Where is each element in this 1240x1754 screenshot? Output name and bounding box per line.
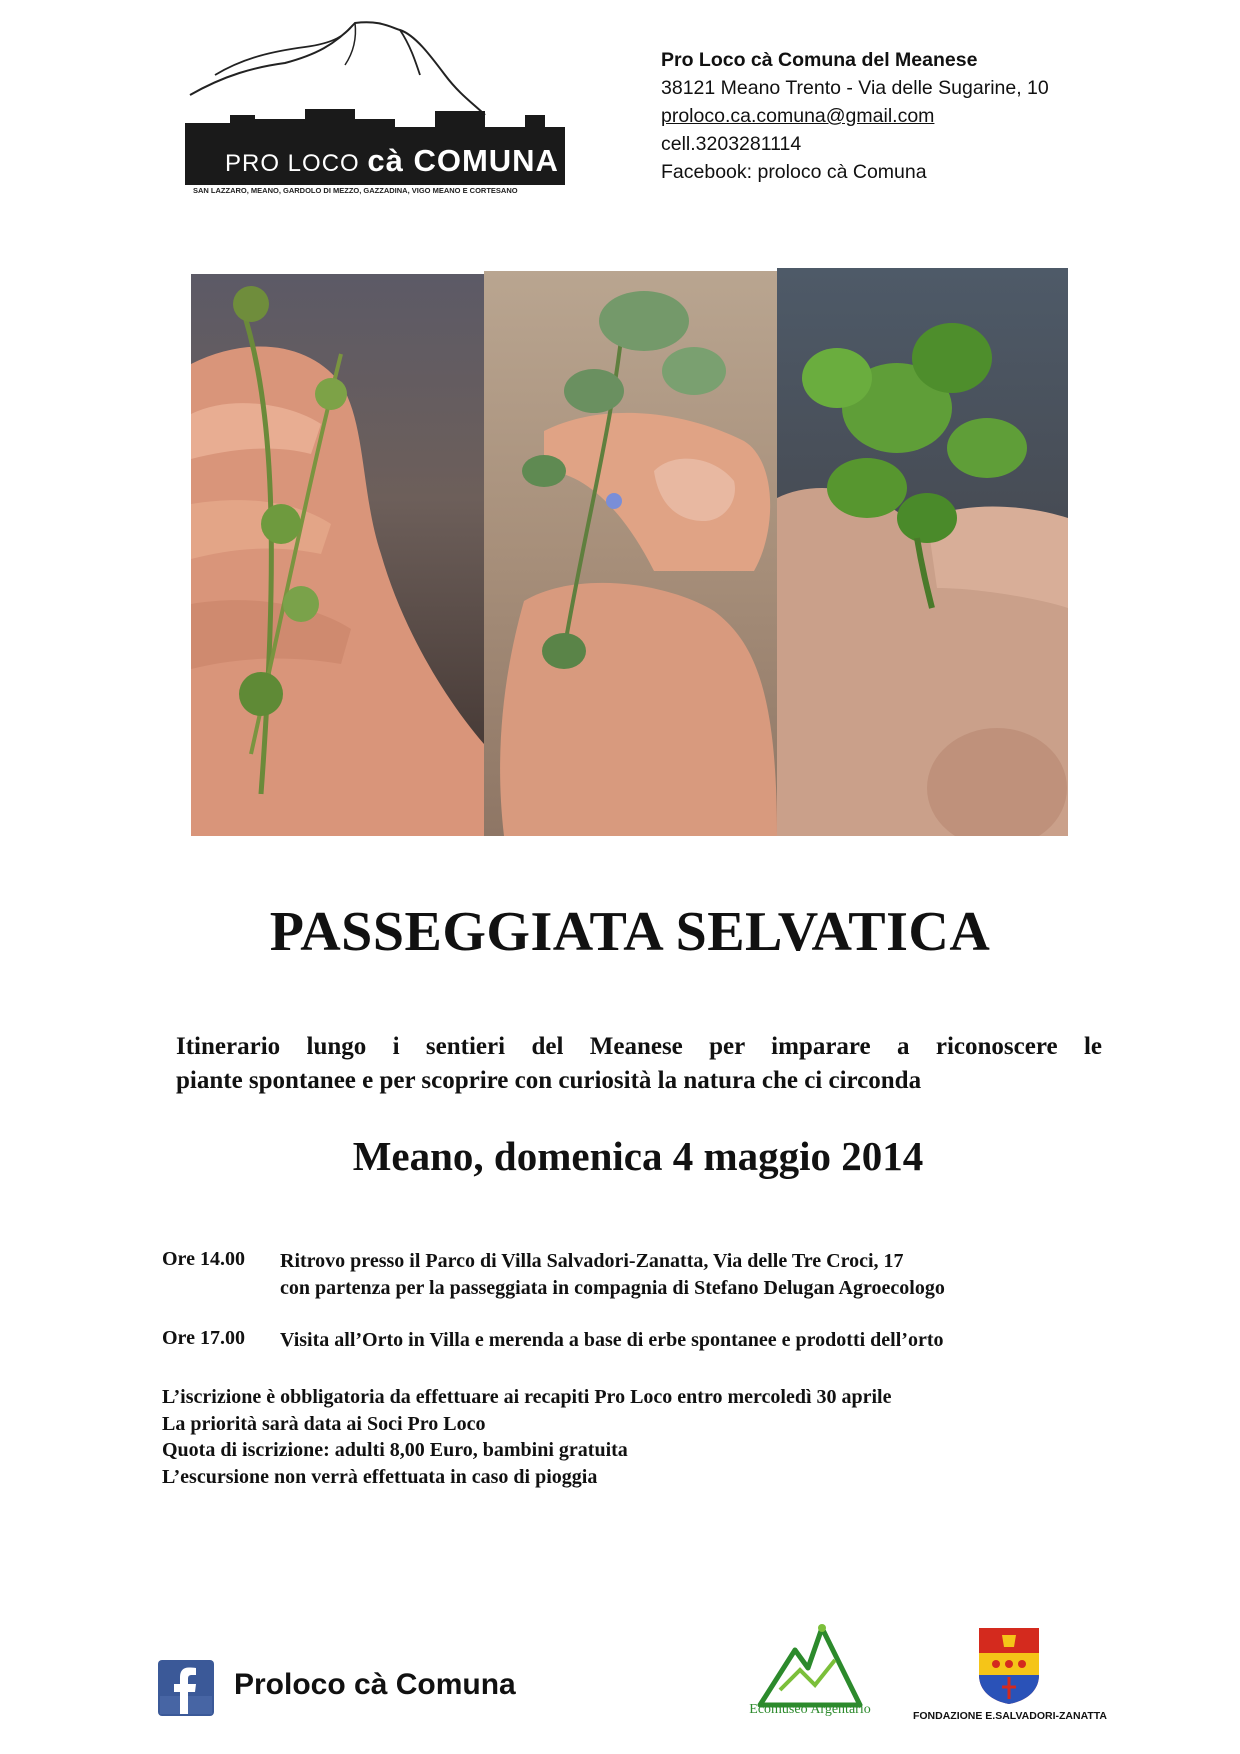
- contact-facebook: Facebook: proloco cà Comuna: [661, 161, 927, 183]
- logo-subtitle: SAN LAZZARO, MEANO, GARDOLO DI MEZZO, GAZZADINA, VIGO MEANO E CORTESANO: [193, 186, 518, 195]
- pro-loco-logo: [185, 15, 565, 195]
- logo-title: [225, 143, 559, 179]
- schedule-time-1: Ore 14.00: [162, 1248, 245, 1270]
- event-title: PASSEGGIATA SELVATICA: [269, 901, 991, 963]
- schedule-1-line-2: con partenza per la passeggiata in compagnia di Stefano Delugan Agroecologo: [280, 1277, 945, 1299]
- schedule-text-2: [280, 1327, 943, 1354]
- contact-email-link[interactable]: proloco.ca.comuna@gmail.com: [661, 105, 935, 127]
- registration-notes: [162, 1384, 892, 1490]
- photo-plant-3: [777, 268, 1068, 836]
- contact-org: Pro Loco cà Comuna del Meanese: [661, 49, 978, 71]
- note-line: Quota di iscrizione: adulti 8,00 Euro, bambini gratuita: [162, 1439, 628, 1461]
- intro-line-1: Itinerario lungo i sentieri del Meanese per imparare a riconoscere le: [176, 1033, 1102, 1060]
- logo-title-big: cà COMUNA: [367, 143, 559, 178]
- schedule-1-line-1: Ritrovo presso il Parco di Villa Salvadori-Zanatta, Via delle Tre Croci, 17: [280, 1250, 904, 1272]
- schedule-text-1: [280, 1248, 945, 1302]
- photo-plant-1: [191, 274, 484, 836]
- schedule-2-line-1: Visita all’Orto in Villa e merenda a base di erbe spontanee e prodotti dell’orto: [280, 1329, 944, 1351]
- note-line: La priorità sarà data ai Soci Pro Loco: [162, 1412, 486, 1435]
- facebook-icon[interactable]: [158, 1660, 214, 1716]
- photo-plant-2: [484, 271, 777, 836]
- contact-block: [661, 46, 1049, 186]
- contact-phone: cell.3203281114: [661, 133, 802, 155]
- coat-of-arms-icon: [978, 1627, 1040, 1705]
- ecomuseo-label: Ecomuseo Argentario: [749, 1702, 871, 1717]
- schedule-time-2: Ore 17.00: [162, 1327, 245, 1349]
- facebook-label: Proloco cà Comuna: [234, 1668, 516, 1701]
- event-date: Meano, domenica 4 maggio 2014: [352, 1133, 924, 1179]
- contact-address: 38121 Meano Trento - Via delle Sugarine, 10: [661, 77, 1049, 99]
- intro-line-2: piante spontanee e per scoprire con curiosità la natura che ci circonda: [176, 1067, 922, 1094]
- foundation-label: FONDAZIONE E.SALVADORI-ZANATTA: [912, 1710, 1108, 1722]
- logo-title-small: PRO LOCO: [225, 150, 368, 177]
- event-intro: [176, 1030, 1102, 1098]
- note-line: L’iscrizione è obbligatoria da effettuare ai recapiti Pro Loco entro mercoledì 30 aprile: [162, 1386, 892, 1408]
- note-line: L’escursione non verrà effettuata in caso di pioggia: [162, 1465, 598, 1488]
